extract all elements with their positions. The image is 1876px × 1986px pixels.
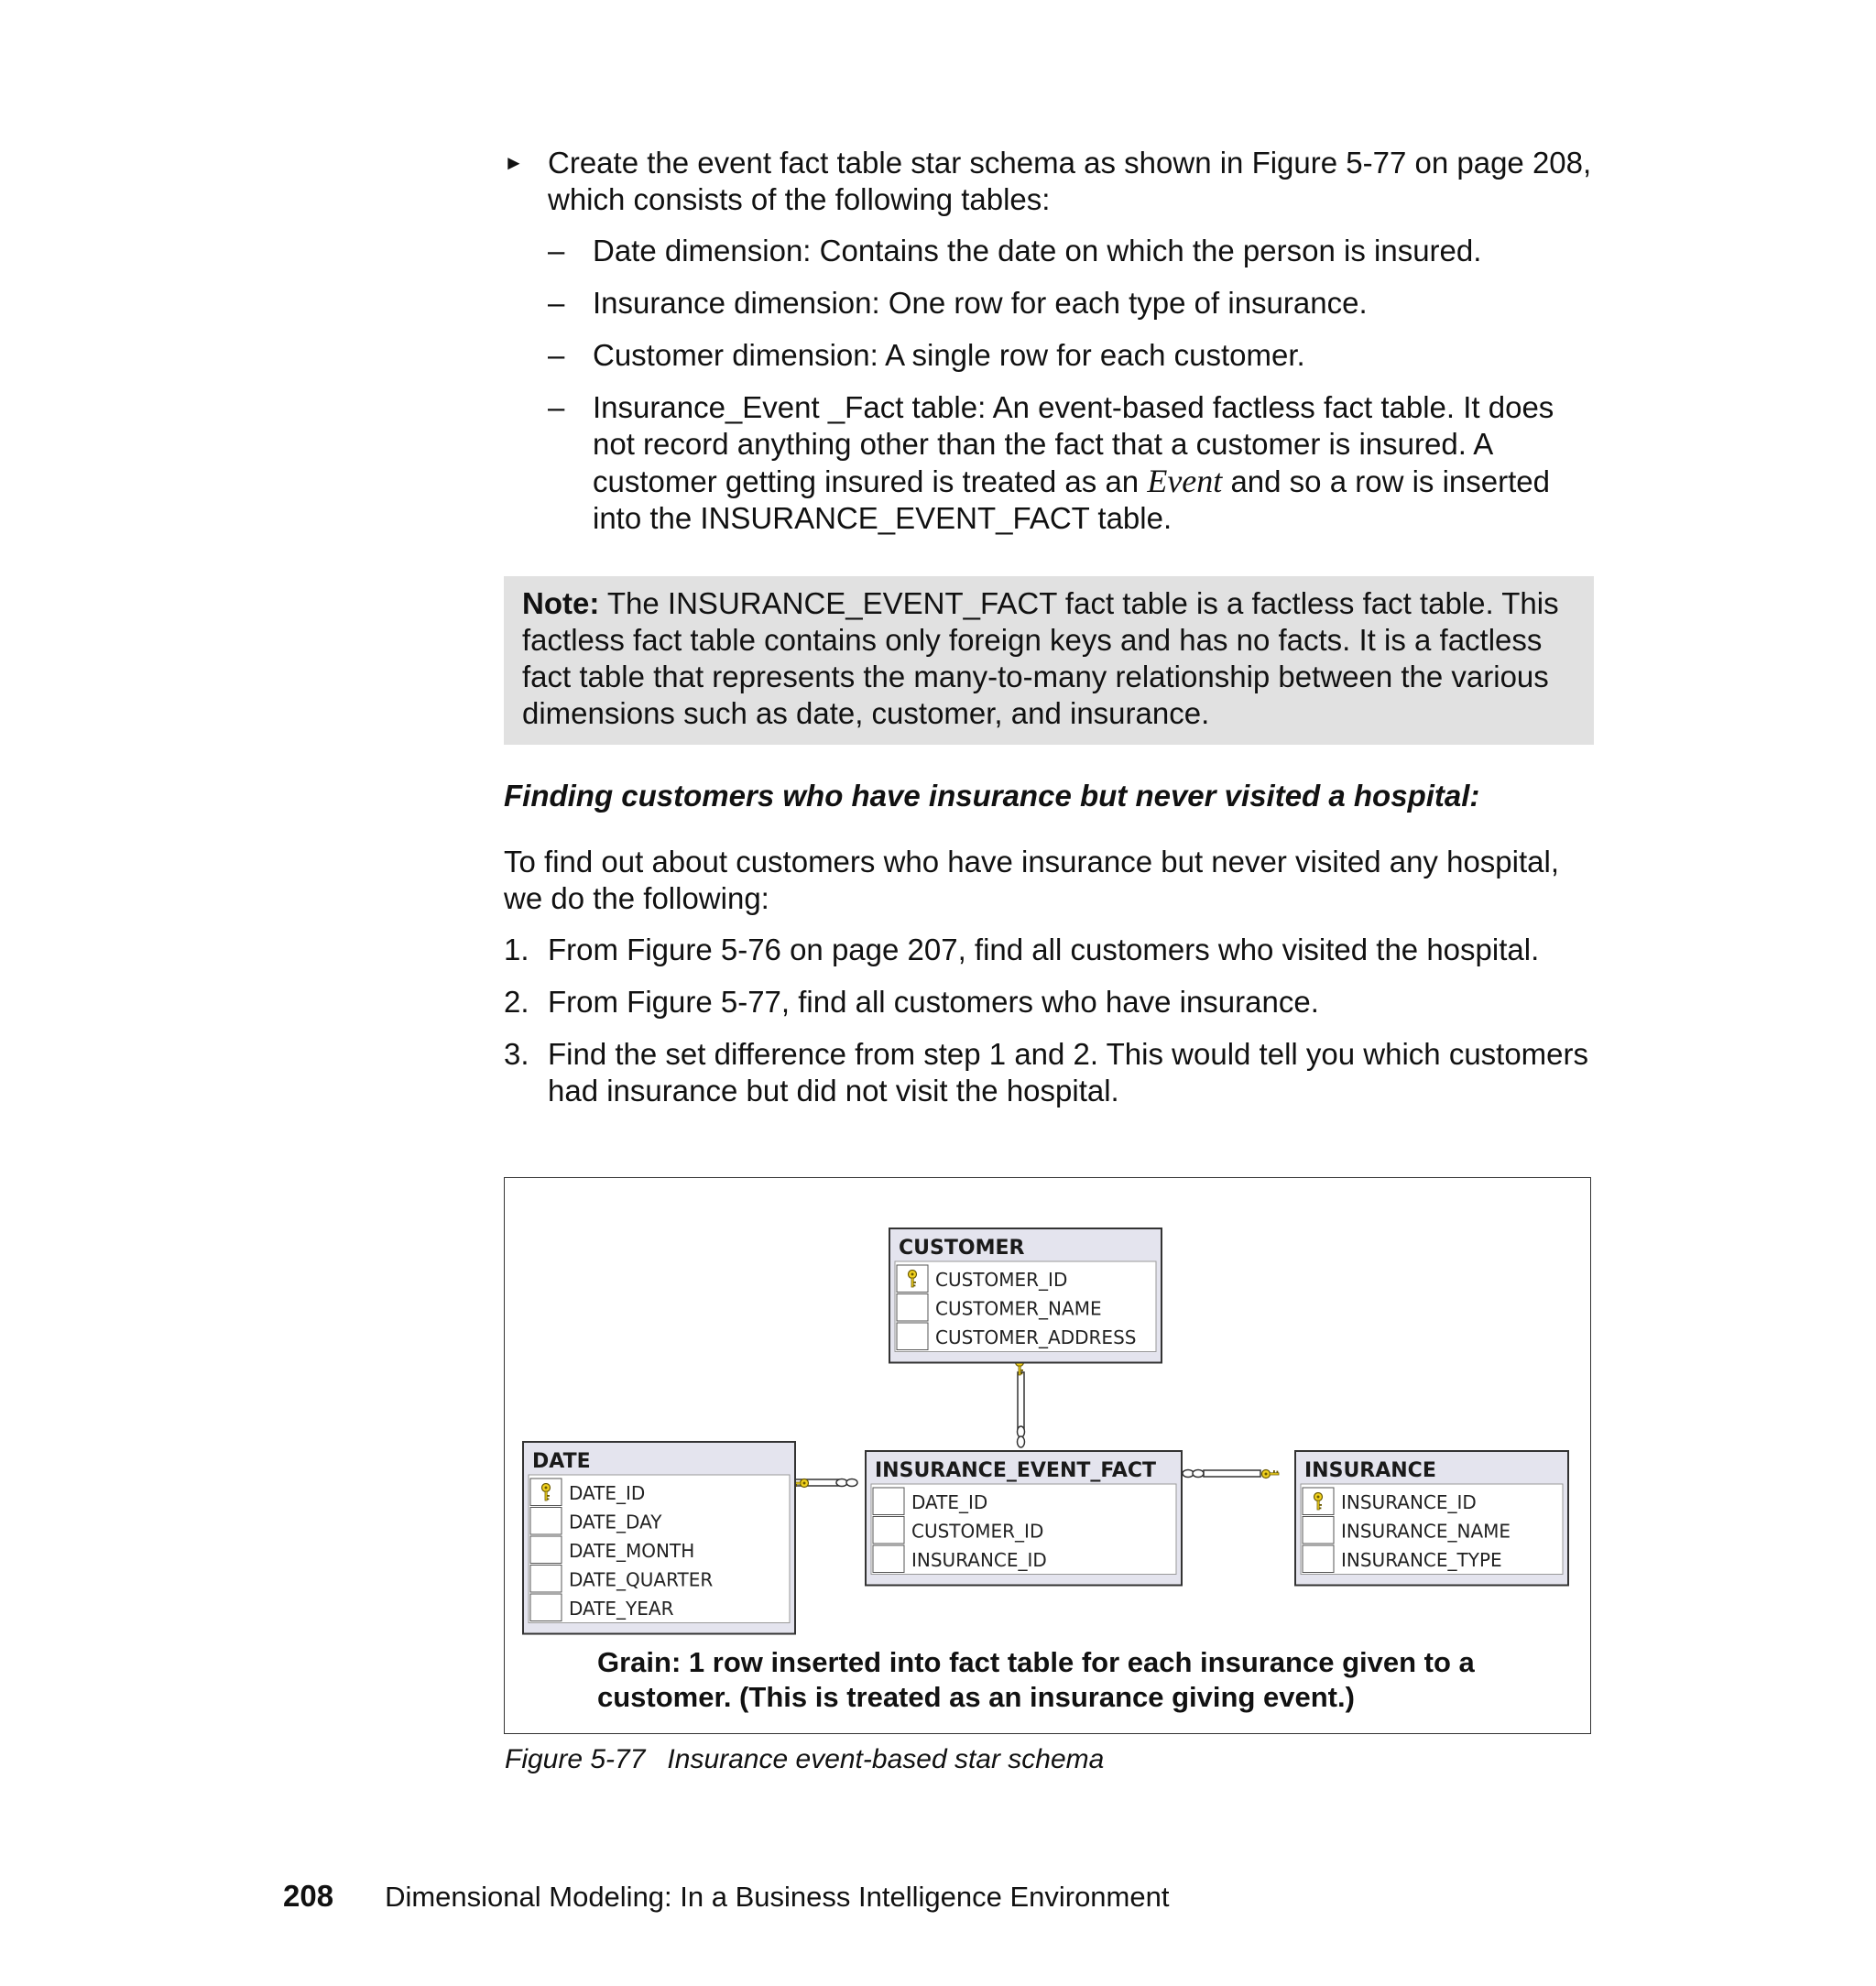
step-number: 3. [504, 1037, 529, 1071]
note-label: Note: [522, 586, 600, 620]
list-item [548, 337, 1594, 374]
list-item-text-end: and so a row is inserted into the INSURANCE_EVENT_FACT table. [593, 464, 1550, 535]
table-title: DATE [532, 1450, 591, 1473]
schema-tables [523, 1228, 1568, 1634]
bullet-arrow-icon: ► [504, 151, 524, 174]
step-item [504, 1036, 1594, 1109]
figure-caption [505, 1744, 1104, 1775]
page-number: 208 [283, 1879, 334, 1913]
row-selector [897, 1323, 928, 1350]
list-item [548, 233, 1594, 269]
step-item [504, 932, 1594, 968]
column-name: DATE_ID [569, 1482, 646, 1504]
grain-text: Grain: 1 row inserted into fact table for each insurance given to a customer. (This is treated as an insurance giving event.) [597, 1646, 1475, 1713]
note-text: The INSURANCE_EVENT_FACT fact table is a factless fact table. This factless fact table contains only foreign keys and has no facts. It is a factless fact table that represents the many-to-many relationship between the various dimensions such as date, customer, and insurance. [522, 586, 1559, 730]
bullet-item [504, 145, 1594, 218]
customer-fact-relationship [1016, 1359, 1025, 1448]
column-name: CUSTOMER_ID [935, 1269, 1068, 1291]
row-selector [530, 1594, 562, 1621]
infinity-icon [1018, 1426, 1025, 1437]
fact-insurance-relationship [1183, 1470, 1279, 1479]
column-name: DATE_DAY [569, 1511, 662, 1533]
row-selector [873, 1488, 904, 1515]
column-name: INSURANCE_ID [911, 1549, 1047, 1571]
step-text: From Figure 5-77, find all customers who have insurance. [548, 985, 1319, 1019]
step-text: Find the set difference from step 1 and 2. This would tell you which customers had insurance but did not visit the hospital. [548, 1037, 1589, 1108]
date-fact-relationship [789, 1479, 857, 1488]
column-name: CUSTOMER_ADDRESS [935, 1326, 1137, 1348]
section-heading: Finding customers who have insurance but never visited a hospital: [504, 779, 1480, 813]
step-text: From Figure 5-76 on page 207, find all customers who visited the hospital. [548, 933, 1540, 966]
figure-title: Insurance event-based star schema [667, 1744, 1105, 1774]
list-item [548, 389, 1594, 537]
row-selector [530, 1536, 562, 1564]
steps-list [504, 932, 1594, 1109]
dash-marker: – [548, 234, 565, 267]
dash-marker: – [548, 286, 565, 320]
intro-paragraph: To find out about customers who have insurance but never visited any hospital, we do the following: [504, 845, 1560, 915]
column-name: DATE_MONTH [569, 1540, 695, 1562]
column-name: CUSTOMER_NAME [935, 1297, 1102, 1320]
column-name: DATE_QUARTER [569, 1568, 714, 1591]
customer-table [889, 1228, 1162, 1363]
row-selector [873, 1545, 904, 1573]
row-selector [1303, 1517, 1334, 1544]
list-item-text: Date dimension: Contains the date on which the person is insured. [593, 234, 1482, 267]
infinity-icon [1183, 1470, 1194, 1478]
list-item-text-start: Insurance_Event _Fact table: An event-based factless fact table. It does not record anything other than the fact that a customer is insured. A customer getting insured is treated as an [593, 390, 1554, 498]
row-selector [530, 1566, 562, 1593]
column-name: DATE_YEAR [569, 1598, 674, 1620]
row-selector [873, 1517, 904, 1544]
body-content [504, 145, 1594, 1125]
table-title: CUSTOMER [899, 1237, 1025, 1260]
note-box [504, 576, 1594, 745]
row-selector [530, 1508, 562, 1535]
column-name: DATE_ID [911, 1491, 988, 1513]
step-number: 1. [504, 933, 529, 966]
list-item-text: Insurance dimension: One row for each type of insurance. [593, 286, 1368, 320]
column-name: INSURANCE_TYPE [1341, 1549, 1502, 1571]
list-item-text: Customer dimension: A single row for each customer. [593, 338, 1305, 372]
figure-number: Figure 5-77 [505, 1744, 646, 1774]
column-name: CUSTOMER_ID [911, 1520, 1044, 1543]
row-selector [897, 1294, 928, 1322]
table-title: INSURANCE_EVENT_FACT [875, 1459, 1157, 1482]
row-selector [1303, 1545, 1334, 1573]
star-schema-figure [504, 1177, 1591, 1734]
fact-table [866, 1451, 1182, 1586]
step-number: 2. [504, 985, 529, 1019]
dash-marker: – [548, 338, 565, 372]
list-item [548, 285, 1594, 322]
book-title: Dimensional Modeling: In a Business Intelligence Environment [385, 1881, 1170, 1913]
date-table [523, 1442, 795, 1634]
infinity-icon [836, 1479, 847, 1487]
key-icon [1262, 1470, 1280, 1479]
column-name: INSURANCE_NAME [1341, 1520, 1511, 1543]
table-title: INSURANCE [1304, 1459, 1436, 1482]
dash-marker: – [548, 390, 565, 424]
column-name: INSURANCE_ID [1341, 1491, 1477, 1513]
page-footer [283, 1879, 1169, 1914]
step-item [504, 984, 1594, 1020]
insurance-table [1295, 1451, 1568, 1586]
table-list [504, 233, 1594, 537]
event-emphasis: Event [1147, 463, 1223, 499]
bullet-text: Create the event fact table star schema as shown in Figure 5-77 on page 208, which consists of the following tables: [548, 146, 1592, 216]
